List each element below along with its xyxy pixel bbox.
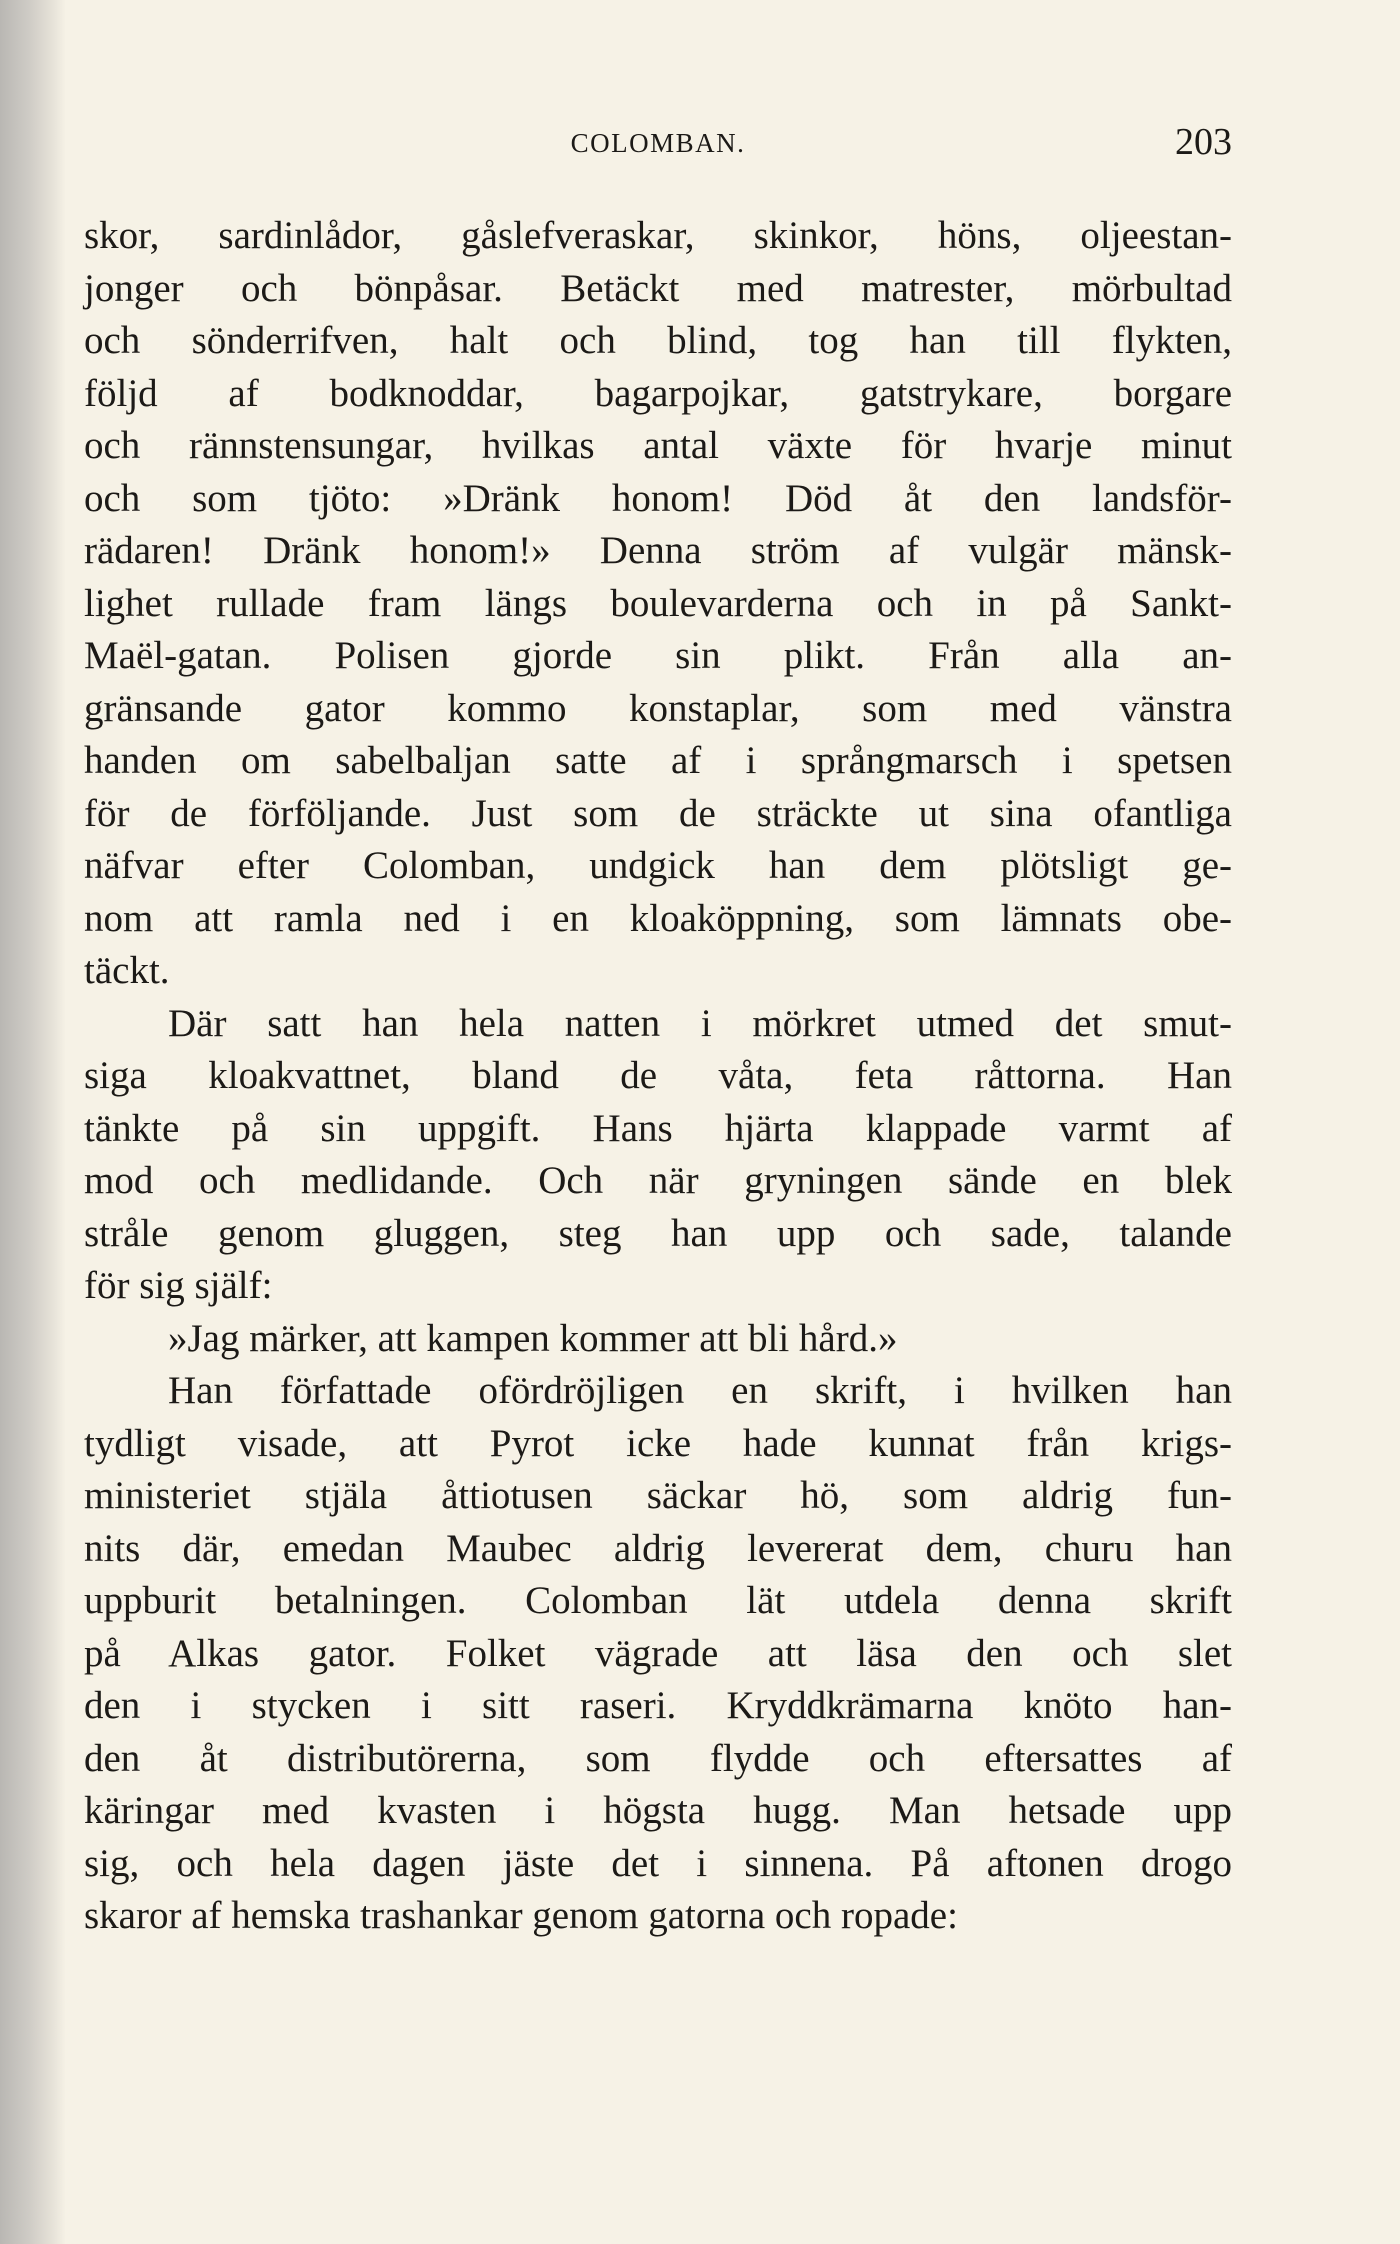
text-line: skor, sardinlådor, gåslefveraskar, skinkor, höns, oljeestan- xyxy=(84,214,1232,257)
text-line: »Jag märker, att kampen kommer att bli hård.» xyxy=(168,1316,898,1360)
body-text xyxy=(84,210,1232,1943)
text-line: och rännstensungar, hvilkas antal växte för hvarje minut xyxy=(84,424,1232,467)
text-line: gränsande gator kommo konstaplar, som med vänstra xyxy=(84,686,1232,730)
text-line: siga kloakvattnet, bland de våta, feta råttorna. Han xyxy=(84,1054,1232,1097)
text-line: för sig själf: xyxy=(84,1264,273,1307)
text-line: Maël-gatan. Polisen gjorde sin plikt. Från alla an- xyxy=(84,634,1232,677)
text-line: käringar med kvasten i högsta hugg. Man hetsade upp xyxy=(84,1789,1232,1832)
text-line: tydligt visade, att Pyrot icke hade kunnat från krigs- xyxy=(84,1421,1232,1465)
text-line: och som tjöto: »Dränk honom! Död åt den landsför- xyxy=(84,476,1232,520)
text-line: den i stycken i sitt raseri. Kryddkrämarna knöto han- xyxy=(84,1684,1232,1727)
text-line: lighet rullade fram längs boulevarderna och in på Sankt- xyxy=(84,581,1232,625)
text-line: nom att ramla ned i en kloaköppning, som lämnats obe- xyxy=(84,896,1232,940)
text-line: för de förföljande. Just som de sträckte ut sina ofantliga xyxy=(84,791,1232,835)
text-line: näfvar efter Colomban, undgick han dem plötsligt ge- xyxy=(84,844,1232,887)
text-line: rädaren! Dränk honom!» Denna ström af vulgär mänsk- xyxy=(84,529,1232,572)
text-line: på Alkas gator. Folket vägrade att läsa den och slet xyxy=(84,1631,1232,1675)
binding-edge xyxy=(0,0,66,2244)
text-line: Där satt han hela natten i mörkret utmed det smut- xyxy=(168,1001,1232,1045)
text-line: uppburit betalningen. Colomban lät utdela denna skrift xyxy=(84,1579,1232,1622)
text-line: Han författade ofördröjligen en skrift, i hvilken han xyxy=(168,1369,1232,1412)
text-line: mod och medlidande. Och när gryningen sände en blek xyxy=(84,1159,1232,1202)
running-head xyxy=(84,118,1232,168)
text-line: skaror af hemska trashankar genom gatorna och ropade: xyxy=(84,1894,958,1937)
text-line: följd af bodknoddar, bagarpojkar, gatstrykare, borgare xyxy=(84,371,1232,415)
page-number: 203 xyxy=(1175,121,1232,163)
text-line: den åt distributörerna, som flydde och eftersattes af xyxy=(84,1736,1232,1780)
text-line: och sönderrifven, halt och blind, tog han till flykten, xyxy=(84,319,1232,362)
text-line: stråle genom gluggen, steg han upp och sade, talande xyxy=(84,1211,1232,1255)
running-title: COLOMBAN. xyxy=(570,128,746,158)
text-line: handen om sabelbaljan satte af i språngmarsch i spetsen xyxy=(84,739,1232,782)
text-line: jonger och bönpåsar. Betäckt med matrester, mörbultad xyxy=(84,266,1232,310)
text-line: tänkte på sin uppgift. Hans hjärta klappade varmt af xyxy=(84,1106,1232,1150)
text-line: sig, och hela dagen jäste det i sinnena. På aftonen drogo xyxy=(84,1841,1232,1885)
book-page xyxy=(84,118,1232,2198)
text-line: nits där, emedan Maubec aldrig levererat dem, churu han xyxy=(84,1526,1232,1570)
text-line: ministeriet stjäla åttiotusen säckar hö, som aldrig fun- xyxy=(84,1474,1232,1517)
text-line: täckt. xyxy=(84,949,170,992)
